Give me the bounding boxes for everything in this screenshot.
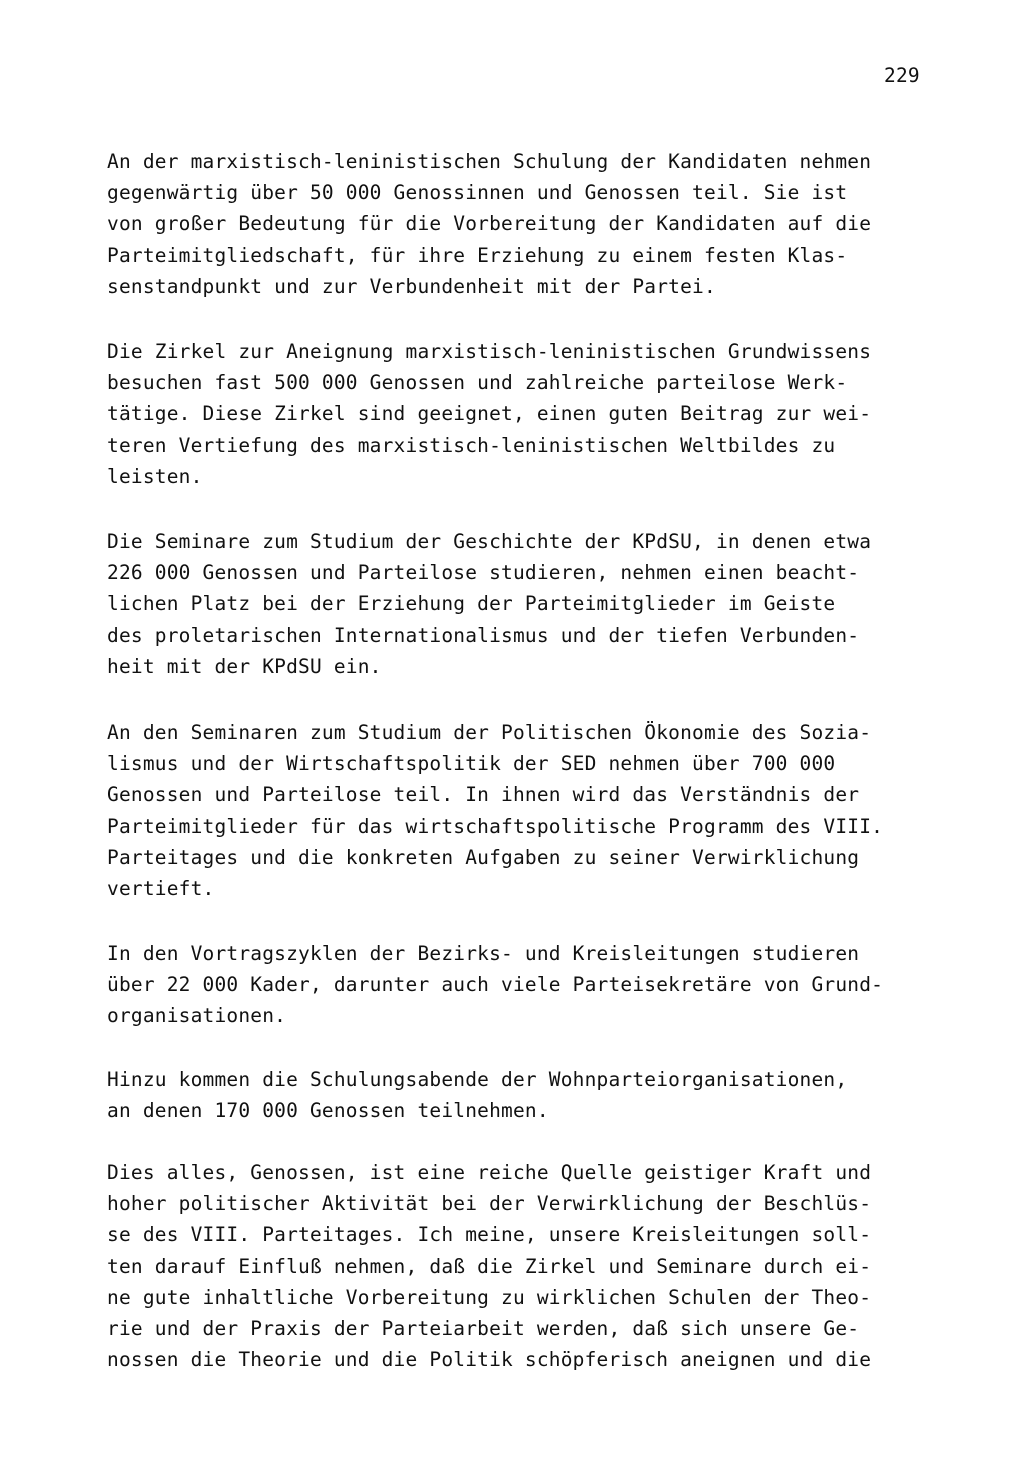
text-line: An den Seminaren zum Studium der Politischen Ökonomie des Sozia-	[107, 721, 872, 744]
text-line: An der marxistisch-leninistischen Schulung der Kandidaten nehmen	[107, 150, 872, 173]
text-line: se des VIII. Parteitages. Ich meine, unsere Kreisleitungen soll-	[107, 1223, 872, 1247]
text-line: Die Seminare zum Studium der Geschichte der KPdSU, in denen etwa	[107, 530, 872, 553]
text-line: leisten.	[107, 464, 203, 488]
text-line: senstandpunkt und zur Verbundenheit mit der Partei.	[107, 274, 716, 298]
text-line: besuchen fast 500 000 Genossen und zahlreiche parteilose Werk-	[107, 371, 848, 395]
text-line: In den Vortragszyklen der Bezirks- und Kreisleitungen studieren	[107, 942, 860, 965]
text-line: gegenwärtig über 50 000 Genossinnen und Genossen teil. Sie ist	[107, 181, 848, 205]
text-line: teren Vertiefung des marxistisch-leninistischen Weltbildes zu	[107, 433, 836, 457]
text-line: Parteimitgliedschaft, für ihre Erziehung zu einem festen Klas-	[107, 243, 848, 267]
text-line: des proletarischen Internationalismus und der tiefen Verbunden-	[107, 623, 860, 647]
text-line: Die Zirkel zur Aneignung marxistisch-leninistischen Grundwissens	[107, 340, 872, 363]
text-line: 226 000 Genossen und Parteilose studieren, nehmen einen beacht-	[107, 561, 860, 585]
text-line: nossen die Theorie und die Politik schöpferisch aneignen und die	[107, 1348, 872, 1372]
text-line: lismus und der Wirtschaftspolitik der SED nehmen über 700 000	[107, 752, 836, 776]
text-line: organisationen.	[107, 1004, 287, 1028]
text-line: über 22 000 Kader, darunter auch viele Parteisekretäre von Grund-	[107, 973, 884, 997]
text-line: vertieft.	[107, 877, 215, 900]
text-line: an denen 170 000 Genossen teilnehmen.	[107, 1099, 549, 1123]
text-line: hoher politischer Aktivität bei der Verwirklichung der Beschlüs-	[107, 1192, 872, 1216]
text-line: tätige. Diese Zirkel sind geeignet, einen guten Beitrag zur wei-	[107, 402, 872, 426]
text-line: lichen Platz bei der Erziehung der Parteimitglieder im Geiste	[107, 592, 836, 616]
text-line: Genossen und Parteilose teil. In ihnen wird das Verständnis der	[107, 783, 860, 807]
text-line: rie und der Praxis der Parteiarbeit werden, daß sich unsere Ge-	[107, 1317, 860, 1340]
text-line: Parteitages und die konkreten Aufgaben zu seiner Verwirklichung	[107, 845, 860, 869]
text-line: ne gute inhaltliche Vorbereitung zu wirklichen Schulen der Theo-	[107, 1285, 872, 1309]
text-line: Dies alles, Genossen, ist eine reiche Quelle geistiger Kraft und	[107, 1161, 872, 1184]
text-line: von großer Bedeutung für die Vorbereitung der Kandidaten auf die	[107, 212, 872, 236]
text-line: Hinzu kommen die Schulungsabende der Wohnparteiorganisationen,	[107, 1068, 848, 1091]
text-line: ten darauf Einfluß nehmen, daß die Zirkel und Seminare durch ei-	[107, 1254, 872, 1278]
text-line: heit mit der KPdSU ein.	[107, 654, 382, 678]
page-number: 229	[884, 64, 920, 87]
text-line: Parteimitglieder für das wirtschaftspolitische Programm des VIII.	[107, 814, 884, 838]
